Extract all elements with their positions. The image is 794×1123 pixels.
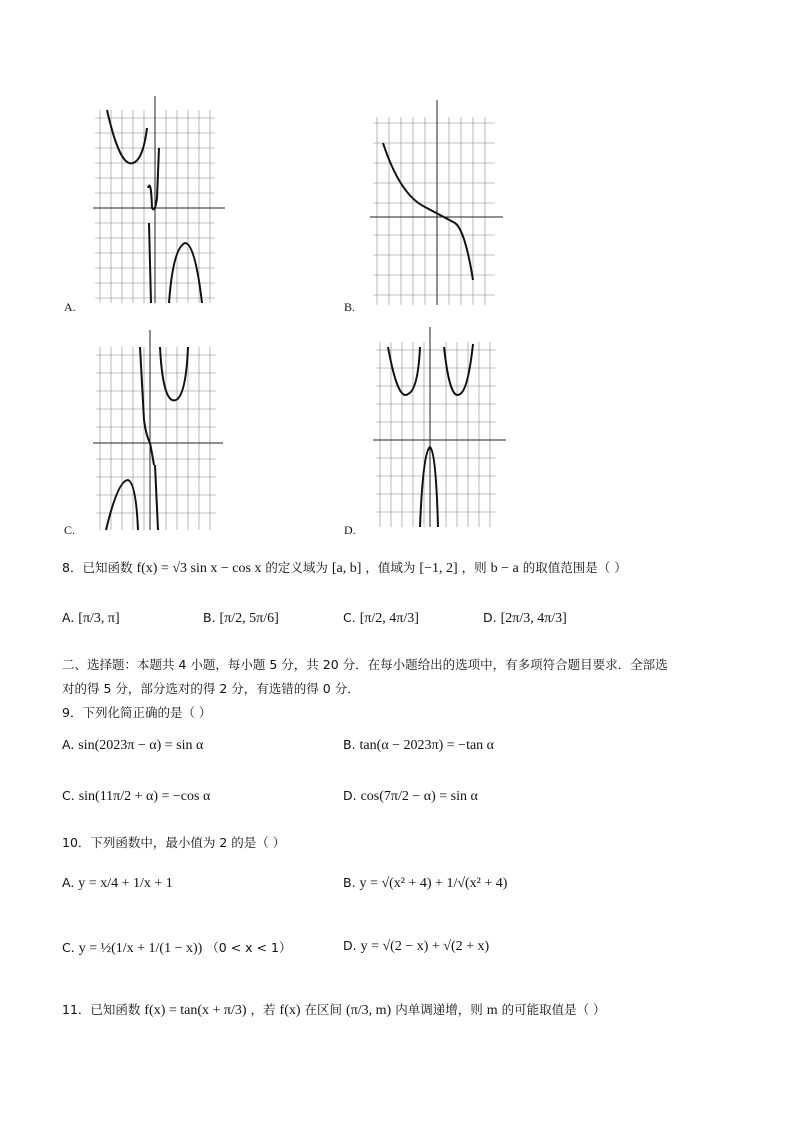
q11-middle1: ，若 <box>250 1002 276 1017</box>
q11-fx: f(x) <box>279 1003 301 1018</box>
graph-c-plot <box>88 325 228 535</box>
q10-option-a-value: y = x/4 + 1/x + 1 <box>78 876 173 891</box>
q8-middle1: 的定义域为 <box>265 560 328 575</box>
section-2-line2: 对的得 5 分，部分选对的得 2 分，有选错的得 0 分． <box>62 681 360 696</box>
q8-option-d-value: [2π/3, 4π/3] <box>500 611 567 626</box>
q8-option-c-value: [π/2, 4π/3] <box>359 611 419 626</box>
q9-option-d-key: D. <box>343 788 357 803</box>
q8-option-a-key: A. <box>62 610 75 625</box>
q8-domain: [a, b] <box>331 561 362 576</box>
q8-range: [−1, 2] <box>419 561 458 576</box>
q8-option-a-value: [π/3, π] <box>78 611 120 626</box>
q9-option-c-value: sin(11π/2 + α) = −cos α <box>78 789 211 804</box>
q9-option-c-key: C. <box>62 788 75 803</box>
q11-var: m <box>486 1003 498 1018</box>
q8-formula: f(x) = √3 sin x − cos x <box>136 561 262 576</box>
q11-suffix: 内单调递增，则 <box>395 1002 483 1017</box>
q8-option-b[interactable] <box>203 610 279 627</box>
q10-title: 10．下列函数中，最小值为 2 的是（ ） <box>62 835 286 850</box>
q10-option-c-key: C. <box>62 940 75 955</box>
q8-option-c[interactable] <box>343 610 419 627</box>
q11-middle2: 在区间 <box>304 1002 343 1017</box>
q10-option-d-value: y = √(2 − x) + √(2 + x) <box>360 939 490 954</box>
q9-option-a-key: A. <box>62 737 75 752</box>
q9-option-d-value: cos(7π/2 − α) = sin α <box>360 789 478 804</box>
q9-option-b[interactable] <box>343 737 494 754</box>
graph-c <box>88 325 228 535</box>
q10-option-b-value: y = √(x² + 4) + 1/√(x² + 4) <box>359 876 508 891</box>
q10-option-c-value: y = ½(1/x + 1/(1 − x)) <box>78 941 203 956</box>
graph-a-plot <box>85 88 235 308</box>
q8-suffix: 的取值范围是（ ） <box>522 560 627 575</box>
q10-option-b[interactable] <box>343 875 507 892</box>
q8-middle3: ，则 <box>461 560 487 575</box>
q10-option-c-condition: （0 < x < 1） <box>206 940 292 955</box>
q8-option-d[interactable] <box>483 610 567 627</box>
q10-option-d-key: D. <box>343 938 357 953</box>
q11-formula: f(x) = tan(x + π/3) <box>144 1003 247 1018</box>
q8-option-c-key: C. <box>343 610 356 625</box>
q8-prefix: 8．已知函数 <box>62 560 133 575</box>
question-11 <box>62 1000 606 1019</box>
q8-option-b-value: [π/2, 5π/6] <box>219 611 279 626</box>
q8-expr: b − a <box>490 561 519 576</box>
graph-b-label: B. <box>344 300 356 314</box>
q9-option-a[interactable] <box>62 737 203 754</box>
q10-option-a[interactable] <box>62 875 173 892</box>
q11-prefix: 11．已知函数 <box>62 1002 141 1017</box>
q11-interval: (π/3, m) <box>346 1003 392 1018</box>
q9-option-a-value: sin(2023π − α) = sin α <box>78 738 204 753</box>
q10-option-d[interactable] <box>343 938 489 955</box>
q9-title: 9．下列化简正确的是（ ） <box>62 705 212 720</box>
q11-tail: 的可能取值是（ ） <box>501 1002 606 1017</box>
q9-option-c[interactable] <box>62 788 210 805</box>
q8-option-b-key: B. <box>203 610 216 625</box>
graph-a <box>85 88 235 308</box>
graph-d-plot <box>368 322 513 532</box>
graph-b-plot <box>365 95 510 310</box>
graph-b <box>365 95 510 310</box>
graph-d-label: D. <box>344 523 356 537</box>
q8-option-d-key: D. <box>483 610 497 625</box>
graph-d <box>368 322 513 532</box>
q10-option-a-key: A. <box>62 875 75 890</box>
graph-c-label: C. <box>64 523 76 537</box>
q8-option-a[interactable] <box>62 610 120 627</box>
q10-option-c[interactable] <box>62 938 291 957</box>
q9-option-b-value: tan(α − 2023π) = −tan α <box>359 738 495 753</box>
question-8 <box>62 558 627 577</box>
q8-middle2: ，值域为 <box>365 560 416 575</box>
q9-option-b-key: B. <box>343 737 356 752</box>
q10-option-b-key: B. <box>343 875 356 890</box>
q9-option-d[interactable] <box>343 788 478 805</box>
section-2-line1: 二、选择题：本题共 4 小题，每小题 5 分，共 20 分．在每小题给出的选项中，有多项符合题目要求．全部选 <box>62 657 668 672</box>
graph-a-label: A. <box>64 300 76 314</box>
